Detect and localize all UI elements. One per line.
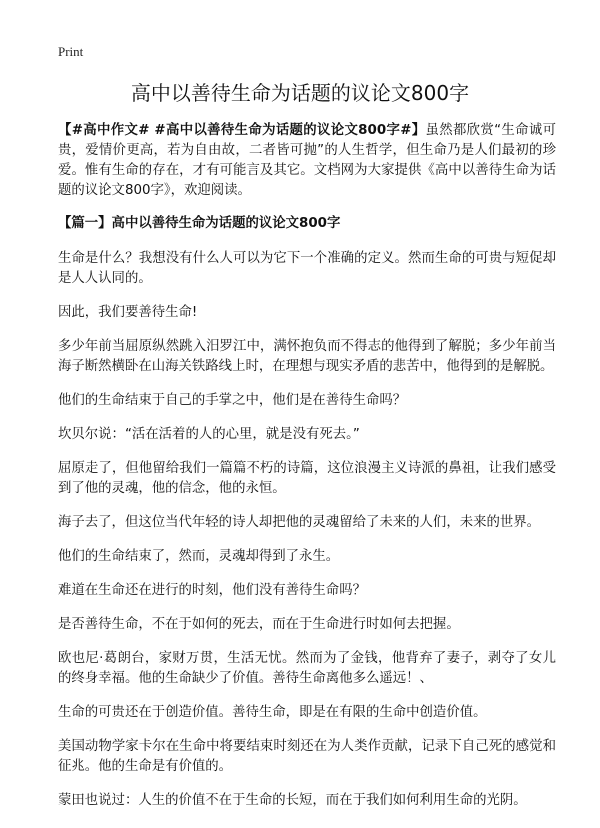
- paragraph: 欧也尼·葛朗台，家财万贯，生活无忧。然而为了金钱，他背弃了妻子，剥夺了女儿的终身幸福。他的生命缺少了价值。善待生命离他多么遥远！、: [58, 651, 556, 686]
- paragraph: 是否善待生命，不在于如何的死去，而在于生命进行时如何去把握。: [58, 617, 460, 632]
- section-heading: 【篇一】高中以善待生命为话题的议论文800字: [58, 216, 341, 231]
- print-link[interactable]: Print: [58, 44, 84, 59]
- paragraph: 坎贝尔说：“活在活着的人的心里，就是没有死去。”: [58, 427, 360, 442]
- paragraph: 他们的生命结束于自己的手掌之中，他们是在善待生命吗？: [58, 393, 407, 408]
- paragraph: 生命是什么？我想没有什么人可以为它下一个准确的定义。然而生命的可贵与短促却是人人认同的。: [58, 251, 556, 286]
- paragraph: 屈原走了，但他留给我们一篇篇不朽的诗篇，这位浪漫主义诗派的鼻祖，让我们感受到了他的灵魂，他的信念，他的永恒。: [58, 461, 556, 496]
- paragraph: 多少年前当屈原纵然跳入汨罗江中，满怀抱负而不得志的他得到了解脱；多少年前当海子断然横卧在山海关铁路线上时，在理想与现实矛盾的悲苦中，他得到的是解脱。: [58, 339, 556, 374]
- paragraph: 他们的生命结束了，然而，灵魂却得到了永生。: [58, 549, 340, 564]
- article-body: [58, 121, 556, 825]
- paragraph: 美国动物学家卡尔在生命中将要结束时刻还在为人类作贡献，记录下自己死的感觉和征兆。他的生命是有价值的。: [58, 739, 556, 774]
- paragraph: 海子去了，但这位当代年轻的诗人却把他的灵魂留给了未来的人们，未来的世界。: [58, 515, 541, 530]
- intro-paragraph: [58, 121, 556, 201]
- page-title: 高中以善待生命为话题的议论文800字: [130, 81, 470, 105]
- paragraph: 难道在生命还在进行的时刻，他们没有善待生命吗？: [58, 583, 366, 598]
- intro-text: 虽然都欣赏“生命诚可贵，爱情价更高，若为自由故，二者皆可抛”的人生哲学，但生命乃是人们最初的珍爱。惟有生命的存在，才有可能言及其它。文档网为大家提供《高中以善待生命为话题的议论文800字》，欢迎阅读。: [58, 123, 556, 198]
- paragraph: 蒙田也说过：人生的价值不在于生命的长短，而在于我们如何利用生命的光阴。: [58, 793, 527, 808]
- paragraph: 因此，我们要善待生命!: [58, 305, 198, 320]
- intro-tag: 【#高中作文# #高中以善待生命为话题的议论文800字#】: [58, 123, 426, 138]
- paragraph: 生命的可贵还在于创造价值。善待生命，即是在有限的生命中创造价值。: [58, 705, 487, 720]
